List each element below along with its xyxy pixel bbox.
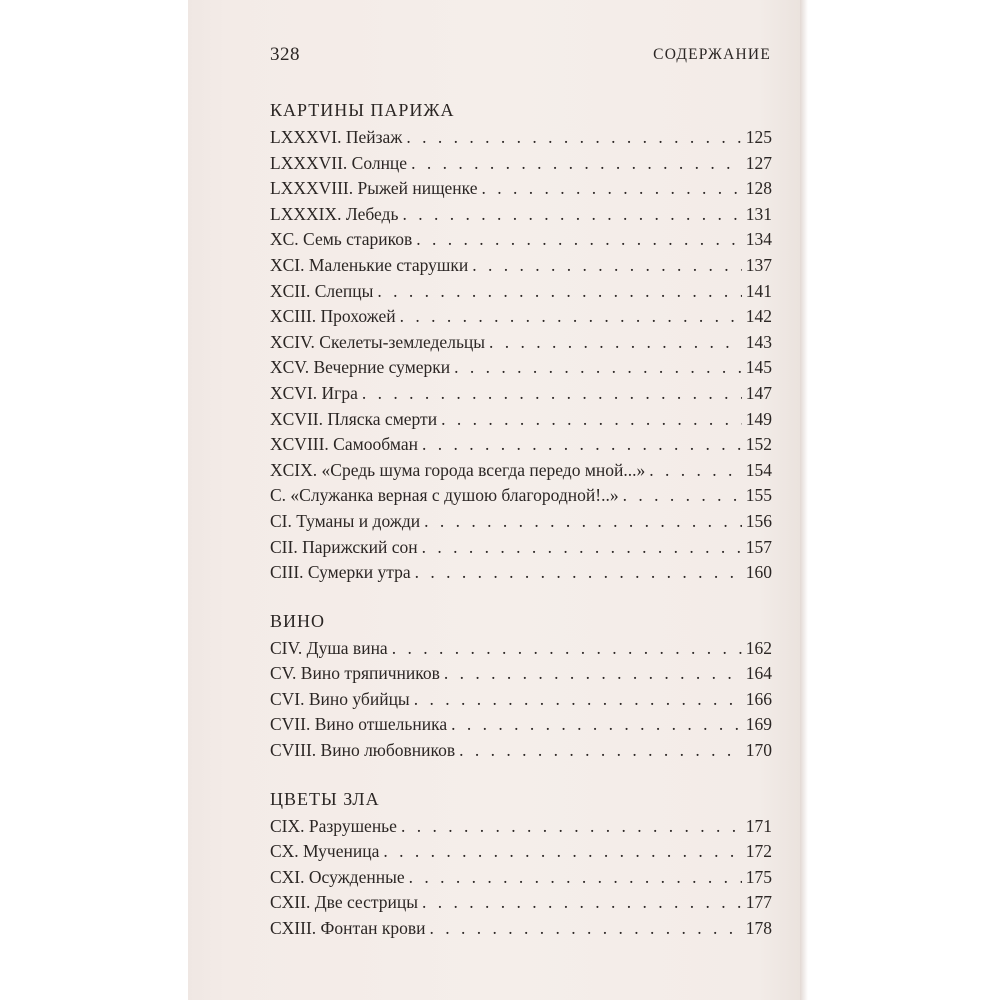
dot-leader [377, 279, 741, 305]
section-gap [270, 586, 772, 606]
toc-entry[interactable] [270, 636, 772, 662]
section-title-paris: КАРТИНЫ ПАРИЖА [270, 100, 455, 120]
dot-leader [451, 712, 742, 738]
entry-title: XCIX. «Средь шума города всегда передо мной...» [270, 459, 646, 480]
entry-page: 169 [745, 714, 772, 735]
entry-page: 147 [745, 382, 772, 403]
entry-title: XCI. Маленькие старушки [270, 254, 469, 275]
entry-page: 166 [745, 688, 772, 709]
entry-page: 160 [745, 562, 772, 583]
toc-entry[interactable] [270, 738, 772, 764]
entry-title: CVIII. Вино любовников [270, 740, 456, 761]
entry-page: 177 [745, 892, 772, 913]
toc-entry[interactable] [270, 814, 772, 840]
running-header: СОДЕРЖАНИЕ [653, 46, 771, 63]
dot-leader [424, 509, 742, 535]
dot-leader [649, 458, 741, 484]
toc-entry[interactable] [270, 687, 772, 713]
table-of-contents [270, 95, 772, 942]
toc-entry[interactable] [270, 176, 772, 202]
entry-page: 154 [745, 459, 772, 480]
toc-entry[interactable] [270, 407, 772, 433]
dot-leader [472, 253, 742, 279]
dot-leader [482, 176, 742, 202]
entry-title: LXXXVIII. Рыжей нищенке [270, 178, 478, 199]
section-gap [270, 764, 772, 784]
toc-entry[interactable] [270, 432, 772, 458]
page-edge-shadow [800, 0, 808, 1000]
section-title-wine: ВИНО [270, 610, 326, 631]
entry-title: LXXXVII. Солнце [270, 152, 408, 173]
entry-page: 142 [745, 306, 772, 327]
dot-leader [362, 381, 742, 407]
entry-title: CIX. Разрушенье [270, 815, 397, 836]
dot-leader [444, 661, 742, 687]
toc-entry[interactable] [270, 458, 772, 484]
entry-title: XCVIII. Самообман [270, 434, 419, 455]
entry-title: CV. Вино тряпичников [270, 663, 440, 684]
toc-entry[interactable] [270, 661, 772, 687]
dot-leader [416, 227, 741, 253]
entry-page: 134 [745, 229, 772, 250]
toc-entry[interactable] [270, 330, 772, 356]
toc-entry[interactable] [270, 381, 772, 407]
dot-leader [400, 304, 742, 330]
entry-title: CVII. Вино отшельника [270, 714, 448, 735]
dot-leader [441, 407, 742, 433]
dot-leader [422, 535, 742, 561]
toc-entry[interactable] [270, 151, 772, 177]
entry-title: CIV. Душа вина [270, 637, 388, 658]
toc-entry[interactable] [270, 202, 772, 228]
dot-leader [489, 330, 742, 356]
entry-page: 175 [745, 866, 772, 887]
toc-entry[interactable] [270, 253, 772, 279]
entry-page: 149 [745, 408, 772, 429]
entry-title: XCIV. Скелеты-земледельцы [270, 331, 486, 352]
entry-page: 128 [745, 178, 772, 199]
entry-title: CIII. Сумерки утра [270, 562, 411, 583]
entry-title: XCIII. Прохожей [270, 306, 396, 327]
entry-title: CI. Туманы и дожди [270, 510, 421, 531]
entry-page: 131 [745, 203, 772, 224]
dot-leader [429, 916, 741, 942]
toc-entry[interactable] [270, 509, 772, 535]
entry-title: CXII. Две сестрицы [270, 892, 419, 913]
section-title-flowers-of-evil: ЦВЕТЫ ЗЛА [270, 788, 380, 809]
dot-leader [422, 432, 742, 458]
page-number: 328 [270, 44, 300, 65]
toc-entry[interactable] [270, 535, 772, 561]
toc-entry[interactable] [270, 355, 772, 381]
entry-title: CXIII. Фонтан крови [270, 918, 426, 939]
dot-leader [383, 839, 741, 865]
entry-title: C. «Служанка верная с душою благородной!..» [270, 485, 619, 506]
entry-page: 141 [745, 280, 772, 301]
entry-title: XCVI. Игра [270, 382, 358, 403]
entry-page: 155 [745, 485, 772, 506]
entry-title: CII. Парижский сон [270, 536, 418, 557]
toc-entry[interactable] [270, 483, 772, 509]
entry-page: 172 [745, 841, 772, 862]
entry-title: CVI. Вино убийцы [270, 688, 410, 709]
dot-leader [623, 483, 742, 509]
toc-entry[interactable] [270, 125, 772, 151]
entry-page: 137 [745, 254, 772, 275]
toc-entry[interactable] [270, 865, 772, 891]
dot-leader [459, 738, 742, 764]
entry-page: 125 [745, 127, 772, 147]
entry-page: 162 [745, 637, 772, 658]
entry-page: 145 [745, 357, 772, 378]
entry-title: CXI. Осужденные [270, 866, 405, 887]
entry-page: 157 [745, 536, 772, 557]
entry-page: 127 [745, 152, 772, 173]
toc-entry[interactable] [270, 916, 772, 942]
dot-leader [402, 202, 741, 228]
toc-entry[interactable] [270, 890, 772, 916]
entry-title: XC. Семь стариков [270, 229, 413, 250]
dot-leader [392, 636, 742, 662]
toc-entry[interactable] [270, 279, 772, 305]
dot-leader [406, 125, 741, 151]
entry-title: LXXXVI. Пейзаж [270, 127, 403, 147]
entry-page: 164 [745, 663, 772, 684]
entry-page: 171 [745, 815, 772, 836]
toc-entry[interactable] [270, 304, 772, 330]
dot-leader [409, 865, 742, 891]
entry-title: XCII. Слепцы [270, 280, 374, 301]
entry-page: 170 [745, 740, 772, 761]
dot-leader [411, 151, 742, 177]
dot-leader [415, 560, 742, 586]
entry-page: 156 [745, 510, 772, 531]
toc-entry[interactable] [270, 227, 772, 253]
dot-leader [414, 687, 742, 713]
entry-page: 152 [745, 434, 772, 455]
entry-title: XCVII. Пляска смерти [270, 408, 438, 429]
toc-entry[interactable] [270, 839, 772, 865]
dot-leader [422, 890, 742, 916]
entry-title: XCV. Вечерние сумерки [270, 357, 451, 378]
dot-leader [454, 355, 742, 381]
entry-title: LXXXIX. Лебедь [270, 203, 399, 224]
toc-entry[interactable] [270, 560, 772, 586]
entry-page: 178 [745, 918, 772, 939]
dot-leader [401, 814, 742, 840]
toc-entry[interactable] [270, 712, 772, 738]
entry-title: CX. Мученица [270, 841, 380, 862]
entry-page: 143 [745, 331, 772, 352]
